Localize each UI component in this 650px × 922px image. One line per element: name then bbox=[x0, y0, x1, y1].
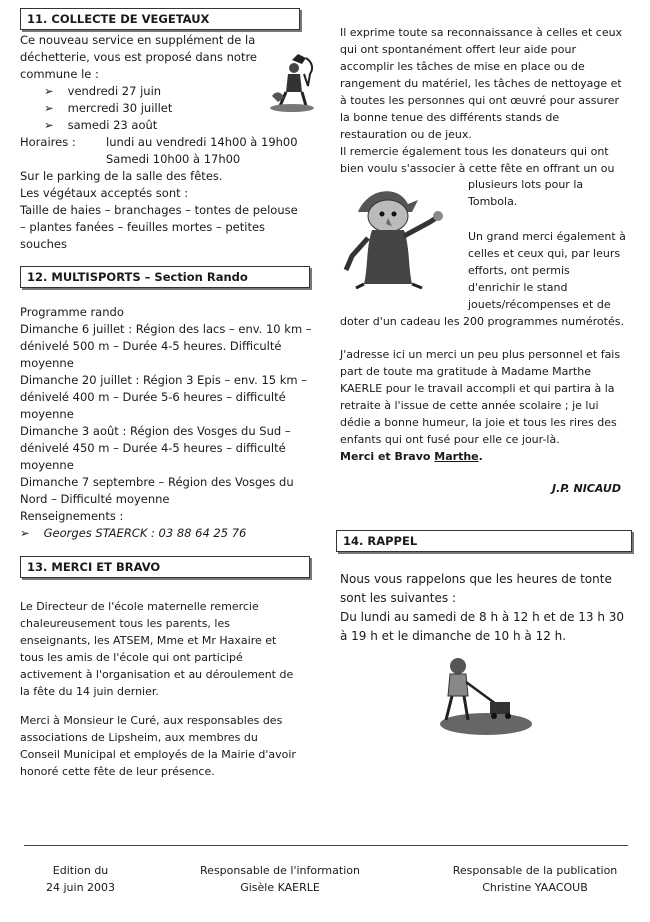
right-para1 bbox=[340, 24, 635, 177]
info-label: Responsable de l'information bbox=[200, 864, 360, 877]
thanks-line: dédie a bonne humeur, la joie et tous les rires des bbox=[340, 416, 617, 429]
accepted-line: souches bbox=[20, 237, 67, 251]
merci-line: Merci à Monsieur le Curé, aux responsables des bbox=[20, 714, 283, 727]
collection-dates bbox=[20, 83, 300, 134]
intro-line: commune le : bbox=[20, 67, 99, 81]
thanks-line: efforts, ont permis bbox=[468, 264, 570, 277]
thanks-line: bien voulu s'associer à cette fête en offrant un ou bbox=[340, 162, 615, 175]
right-para3-full: doter d'un cadeau les 200 programmes numérotés. bbox=[340, 315, 624, 328]
section-14-body bbox=[340, 570, 635, 646]
thanks-line: d'enrichir le stand bbox=[468, 281, 568, 294]
closing-prefix: Merci et Bravo bbox=[340, 450, 435, 463]
section-13-title: 13. MERCI ET BRAVO bbox=[20, 556, 310, 578]
thanks-line: accomplir les tâches de mise en place ou de bbox=[340, 60, 585, 73]
thanks-line: retraite à l'issue de cette année scolaire ; je lui bbox=[340, 399, 599, 412]
thanks-line: KAERLE pour le travail accompli et qui partira à la bbox=[340, 382, 615, 395]
merci-line: Le Directeur de l'école maternelle remercie bbox=[20, 600, 259, 613]
thanks-line: Tombola. bbox=[468, 195, 518, 208]
thanks-line: part de toute ma gratitude à Madame Marthe bbox=[340, 365, 591, 378]
section-13-para2 bbox=[20, 712, 300, 780]
merci-line: chaleureusement tous les parents, les bbox=[20, 617, 230, 630]
merci-line: enseignants, les ATSEM, Mme et Mr Haxaire et bbox=[20, 634, 277, 647]
thanks-line: celles et ceux qui, par leurs bbox=[468, 247, 621, 260]
thanks-line: enfants qui ont fusé pour elle ce jour-là. bbox=[340, 433, 560, 446]
thanks-line: jouets/récompenses et de bbox=[468, 298, 611, 311]
merci-line: associations de Lipsheim, aux membres du bbox=[20, 731, 258, 744]
rappel-line: à 19 h et le dimanche de 10 h à 12 h. bbox=[340, 629, 567, 643]
hours-row bbox=[20, 134, 310, 151]
lawnmower-illustration-icon bbox=[428, 654, 538, 738]
date-item: ➢ vendredi 27 juin bbox=[44, 83, 300, 100]
info-name: Gisèle KAERLE bbox=[240, 881, 320, 894]
date-item: ➢ samedi 23 août bbox=[44, 117, 300, 134]
witch-illustration-icon bbox=[338, 178, 450, 290]
merci-line: la fête du 14 juin dernier. bbox=[20, 685, 159, 698]
date-item: ➢ mercredi 30 juillet bbox=[44, 100, 300, 117]
rando-contact: ➢ Georges STAERCK : 03 88 64 25 76 bbox=[20, 525, 310, 542]
closing-name: Marthe bbox=[434, 450, 479, 463]
hours-weekdays: lundi au vendredi 14h00 à 19h00 bbox=[106, 135, 298, 149]
merci-line: activement à l'organisation et au déroulement de bbox=[20, 668, 294, 681]
footer-publication bbox=[440, 862, 630, 896]
rando-line: Dimanche 7 septembre – Région des Vosges du bbox=[20, 475, 294, 489]
rando-line: dénivelé 400 m – Durée 5-6 heures – difficulté bbox=[20, 390, 286, 404]
hours-label: Horaires : bbox=[20, 135, 76, 149]
rando-line: moyenne bbox=[20, 458, 74, 472]
accepted-heading: Les végétaux acceptés sont : bbox=[20, 186, 189, 200]
section-11-title: 11. COLLECTE DE VEGETAUX bbox=[20, 8, 300, 30]
merci-line: honoré cette fête de leur présence. bbox=[20, 765, 215, 778]
footer-rule bbox=[24, 845, 628, 846]
rappel-line: Du lundi au samedi de 8 h à 12 h et de 13 h 30 bbox=[340, 610, 625, 624]
rando-line: dénivelé 500 m – Durée 4-5 heures. Difficulté bbox=[20, 339, 282, 353]
thanks-line: qui ont spontanément offert leur aide pour bbox=[340, 43, 576, 56]
thanks-line: Un grand merci également à bbox=[468, 230, 626, 243]
section-12-title: 12. MULTISPORTS – Section Rando bbox=[20, 266, 310, 288]
edition-date: 24 juin 2003 bbox=[46, 881, 116, 894]
thanks-line: la bonne tenue des différents stands de bbox=[340, 111, 560, 124]
footer-edition bbox=[46, 862, 115, 896]
thanks-line: Il exprime toute sa reconnaissance à celles et ceux bbox=[340, 26, 623, 39]
rando-line: Dimanche 20 juillet : Région 3 Epis – env. 15 km – bbox=[20, 373, 308, 387]
thanks-line: restauration ou de jeux. bbox=[340, 128, 472, 141]
rando-line: Dimanche 3 août : Région des Vosges du Sud – bbox=[20, 424, 291, 438]
right-para4 bbox=[340, 346, 635, 465]
closing-line bbox=[340, 448, 635, 465]
rando-line: Programme rando bbox=[20, 305, 124, 319]
rando-line: Nord – Difficulté moyenne bbox=[20, 492, 170, 506]
rando-line: moyenne bbox=[20, 356, 74, 370]
merci-line: tous les amis de l'école qui ont participé bbox=[20, 651, 243, 664]
rando-line: dénivelé 450 m – Durée 4-5 heures – difficulté bbox=[20, 441, 286, 455]
hours-saturday: Samedi 10h00 à 17h00 bbox=[106, 152, 241, 166]
thanks-line: plusieurs lots pour la bbox=[468, 178, 584, 191]
pub-label: Responsable de la publication bbox=[452, 864, 618, 877]
section-11-intro bbox=[20, 32, 300, 134]
gardener-illustration-icon bbox=[262, 52, 324, 114]
accepted-line: – plantes fanées – feuilles mortes – petites bbox=[20, 220, 266, 234]
rando-line: Dimanche 6 juillet : Région des lacs – env. 10 km – bbox=[20, 322, 312, 336]
right-para2-narrow bbox=[468, 176, 632, 210]
thanks-line: rangement du matériel, les tâches de nettoyage et bbox=[340, 77, 622, 90]
section-14-title: 14. RAPPEL bbox=[336, 530, 632, 552]
rappel-line: Nous vous rappelons que les heures de tonte bbox=[340, 572, 612, 586]
merci-line: Conseil Municipal et employés de la Mairie d'avoir bbox=[20, 748, 296, 761]
footer-info bbox=[190, 862, 370, 896]
signature: J.P. NICAUD bbox=[552, 482, 621, 495]
rappel-line: sont les suivantes : bbox=[340, 591, 456, 605]
closing-suffix: . bbox=[478, 450, 483, 463]
thanks-line: J'adresse ici un merci un peu plus personnel et fais bbox=[340, 348, 621, 361]
thanks-line: à toutes les personnes qui ont œuvré pour assurer bbox=[340, 94, 620, 107]
section-11-hours bbox=[20, 134, 310, 253]
pub-name: Christine YAACOUB bbox=[482, 881, 588, 894]
thanks-line: Il remercie également tous les donateurs qui ont bbox=[340, 145, 609, 158]
right-para3-narrow bbox=[468, 228, 632, 313]
rando-line: moyenne bbox=[20, 407, 74, 421]
rando-line: Renseignements : bbox=[20, 509, 124, 523]
section-12-body bbox=[20, 304, 310, 542]
intro-line: déchetterie, vous est proposé dans notre bbox=[20, 50, 258, 64]
edition-label: Edition du bbox=[52, 864, 109, 877]
location-text: Sur le parking de la salle des fêtes. bbox=[20, 169, 223, 183]
intro-line: Ce nouveau service en supplément de la bbox=[20, 33, 256, 47]
section-13-para1 bbox=[20, 598, 300, 700]
accepted-line: Taille de haies – branchages – tontes de pelouse bbox=[20, 203, 298, 217]
